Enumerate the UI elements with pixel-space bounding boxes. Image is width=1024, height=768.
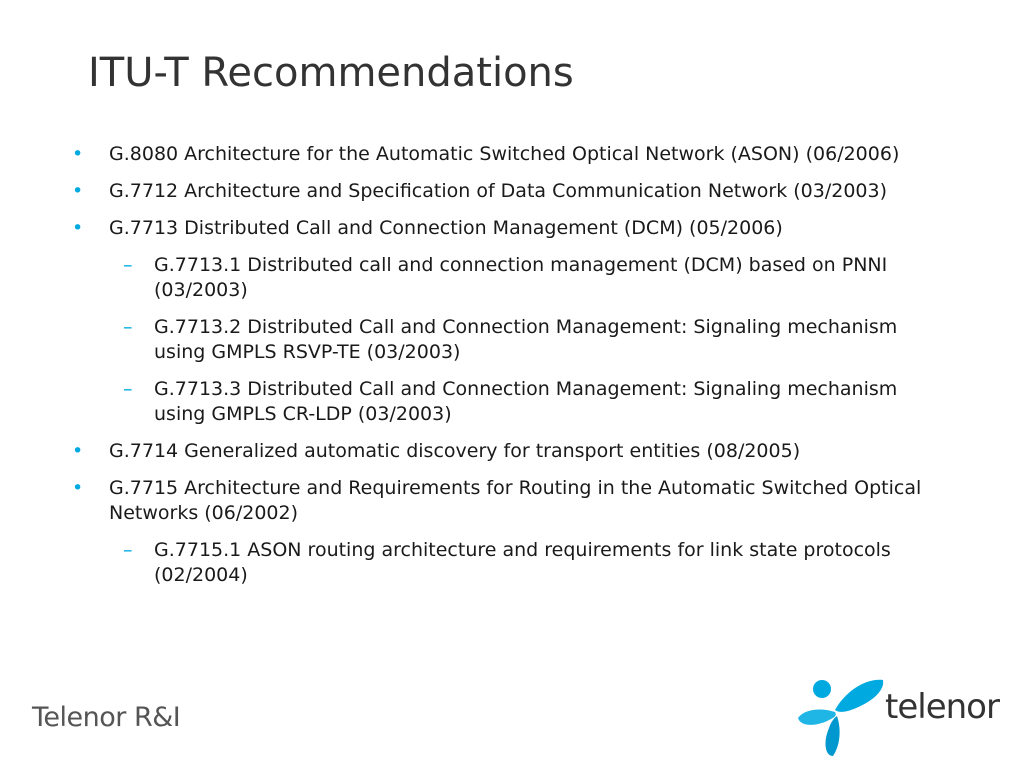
bullet-marker: • [72,180,84,202]
telenor-logo [795,672,999,762]
footer-organization-label: Telenor R&I [32,702,181,733]
dash-marker: – [123,316,133,338]
list-item [70,439,950,464]
bullet-marker: • [72,143,84,165]
list-item-text: G.7713 Distributed Call and Connection Management (DCM) (05/2006) [109,217,783,239]
list-item-text: G.8080 Architecture for the Automatic Switched Optical Network (ASON) (06/2006) [109,143,900,165]
bullet-marker: • [72,217,84,239]
telenor-propeller-icon [795,672,885,762]
sub-list-item [70,253,950,303]
sub-list-item [70,315,950,365]
dash-marker: – [123,378,133,400]
list-item-text: G.7712 Architecture and Specification of Data Communication Network (03/2003) [109,180,888,202]
sub-list-item [70,538,950,588]
sub-list-item-text: G.7713.3 Distributed Call and Connection Management: Signaling mechanism using GMPLS CR-LDP (03/2003) [154,378,898,425]
bullet-marker: • [72,440,84,462]
list-item-text: G.7714 Generalized automatic discovery for transport entities (08/2005) [109,440,801,462]
telenor-wordmark: telenor [885,687,999,727]
dash-marker: – [123,539,133,561]
sub-list-item-text: G.7713.1 Distributed call and connection management (DCM) based on PNNI (03/2003) [154,254,888,301]
sub-list-item-text: G.7713.2 Distributed Call and Connection Management: Signaling mechanism using GMPLS RSVP-TE (03/2003) [154,316,898,363]
list-item [70,216,950,241]
list-item [70,179,950,204]
dash-marker: – [123,254,133,276]
list-item [70,476,950,526]
list-item [70,142,950,167]
list-item-text: G.7715 Architecture and Requirements for Routing in the Automatic Switched Optical Networks (06/2002) [109,477,922,524]
sub-list-item-text: G.7715.1 ASON routing architecture and requirements for link state protocols (02/2004) [154,539,891,586]
recommendations-list [70,142,950,600]
sub-list-item [70,377,950,427]
bullet-marker: • [72,477,84,499]
slide-title: ITU-T Recommendations [88,50,574,96]
